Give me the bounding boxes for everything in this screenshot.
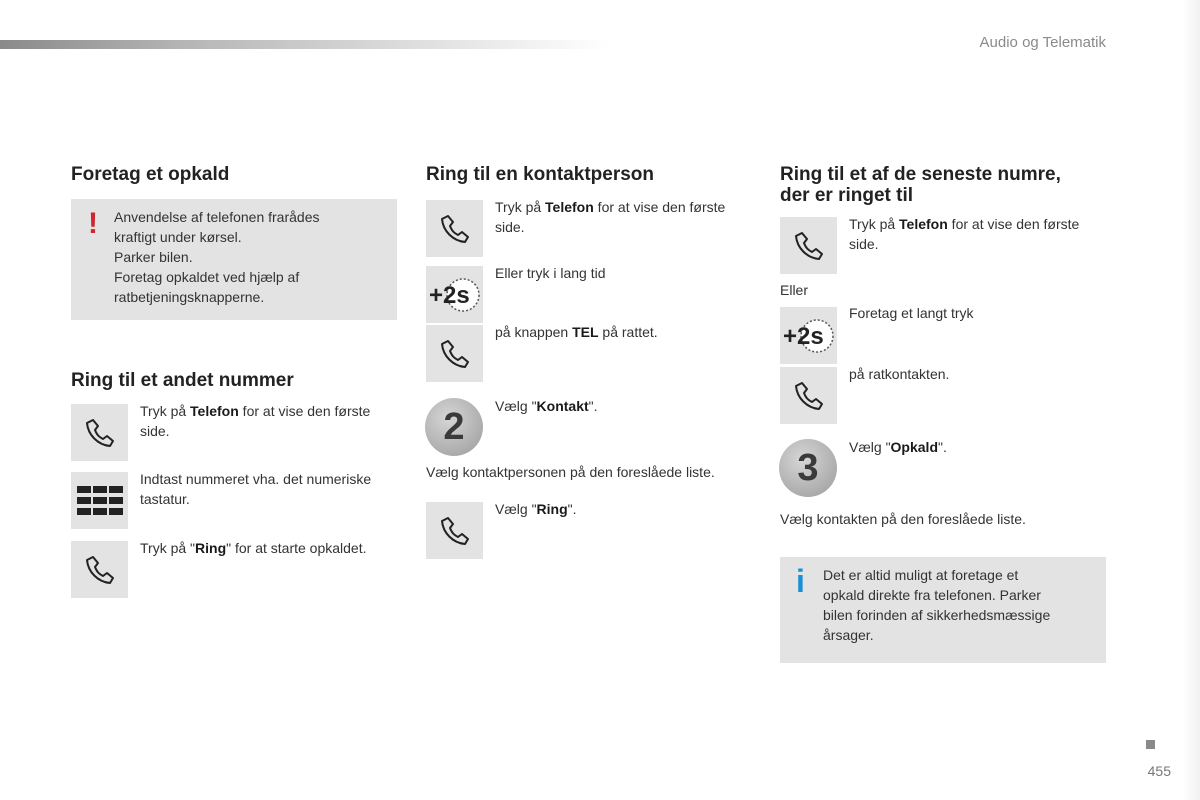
step-number-3: 3 bbox=[779, 439, 837, 497]
step-press-ring: Tryk på "Ring" for at starte opkaldet. bbox=[140, 540, 367, 556]
info-line: bilen forinden af sikkerhedsmæssige bbox=[823, 607, 1051, 623]
step-number-2: 2 bbox=[425, 398, 483, 456]
step-select-ring: Vælg "Ring". bbox=[495, 501, 577, 517]
heading-call-contact: Ring til en kontaktperson bbox=[426, 164, 655, 185]
info-line: årsager. bbox=[823, 627, 874, 643]
step-long-press: Foretag et langt tryk bbox=[849, 305, 974, 321]
page-number: 455 bbox=[1147, 763, 1171, 779]
phone-icon bbox=[780, 217, 837, 274]
keypad-icon bbox=[71, 472, 128, 529]
phone-icon bbox=[426, 502, 483, 559]
info-icon: i bbox=[796, 563, 805, 599]
heading-call-other-number: Ring til et andet nummer bbox=[71, 370, 294, 391]
step-tel-button: på knappen TEL på rattet. bbox=[495, 324, 658, 340]
long-press-icon bbox=[426, 266, 483, 323]
long-press-label: +2s bbox=[429, 282, 470, 309]
warning-text bbox=[114, 207, 394, 307]
page-edge-shade bbox=[1183, 0, 1200, 800]
long-press-icon bbox=[780, 307, 837, 364]
section-title: Audio og Telematik bbox=[979, 34, 1106, 51]
heading-line: der er ringet til bbox=[780, 185, 914, 206]
warning-icon: ! bbox=[88, 207, 98, 240]
warning-line: kraftigt under kørsel. bbox=[114, 229, 242, 245]
heading-call-recent bbox=[780, 164, 1120, 206]
heading-make-call: Foretag et opkald bbox=[71, 164, 230, 185]
phone-icon bbox=[426, 325, 483, 382]
step-select-call: Vælg "Opkald". bbox=[849, 439, 947, 455]
info-line: opkald direkte fra telefonen. Parker bbox=[823, 587, 1041, 603]
step-long-press: Eller tryk i lang tid bbox=[495, 265, 606, 281]
step-select-contact: Vælg "Kontakt". bbox=[495, 398, 598, 414]
info-line: Det er altid muligt at foretage et bbox=[823, 567, 1019, 583]
info-text bbox=[823, 565, 1103, 645]
select-contact-line: Vælg kontaktpersonen på den foreslåede liste. bbox=[426, 464, 715, 480]
warning-box bbox=[71, 199, 397, 320]
step-press-phone: Tryk på Telefon for at vise den første side. bbox=[849, 216, 1080, 252]
warning-line: Foretag opkaldet ved hjælp af bbox=[114, 269, 300, 285]
phone-icon bbox=[71, 541, 128, 598]
step-steering-switch: på ratkontakten. bbox=[849, 366, 950, 382]
step-enter-number: Indtast nummeret vha. det numeriske tastatur. bbox=[140, 471, 372, 507]
phone-icon bbox=[426, 200, 483, 257]
heading-line: Ring til et af de seneste numre, bbox=[780, 164, 1061, 185]
select-contact-line: Vælg kontakten på den foreslåede liste. bbox=[780, 511, 1026, 527]
or-label: Eller bbox=[780, 282, 809, 298]
warning-line: Anvendelse af telefonen frarådes bbox=[114, 209, 320, 225]
warning-line: Parker bilen. bbox=[114, 249, 193, 265]
phone-icon bbox=[71, 404, 128, 461]
phone-icon bbox=[780, 367, 837, 424]
page-marker bbox=[1146, 740, 1155, 749]
step-press-phone: Tryk på Telefon for at vise den første side. bbox=[495, 199, 726, 235]
header-gradient-bar bbox=[0, 40, 610, 49]
warning-line: ratbetjeningsknapperne. bbox=[114, 289, 265, 305]
info-box bbox=[780, 557, 1106, 663]
step-press-phone: Tryk på Telefon for at vise den første side. bbox=[140, 403, 371, 439]
long-press-label: +2s bbox=[783, 323, 824, 350]
